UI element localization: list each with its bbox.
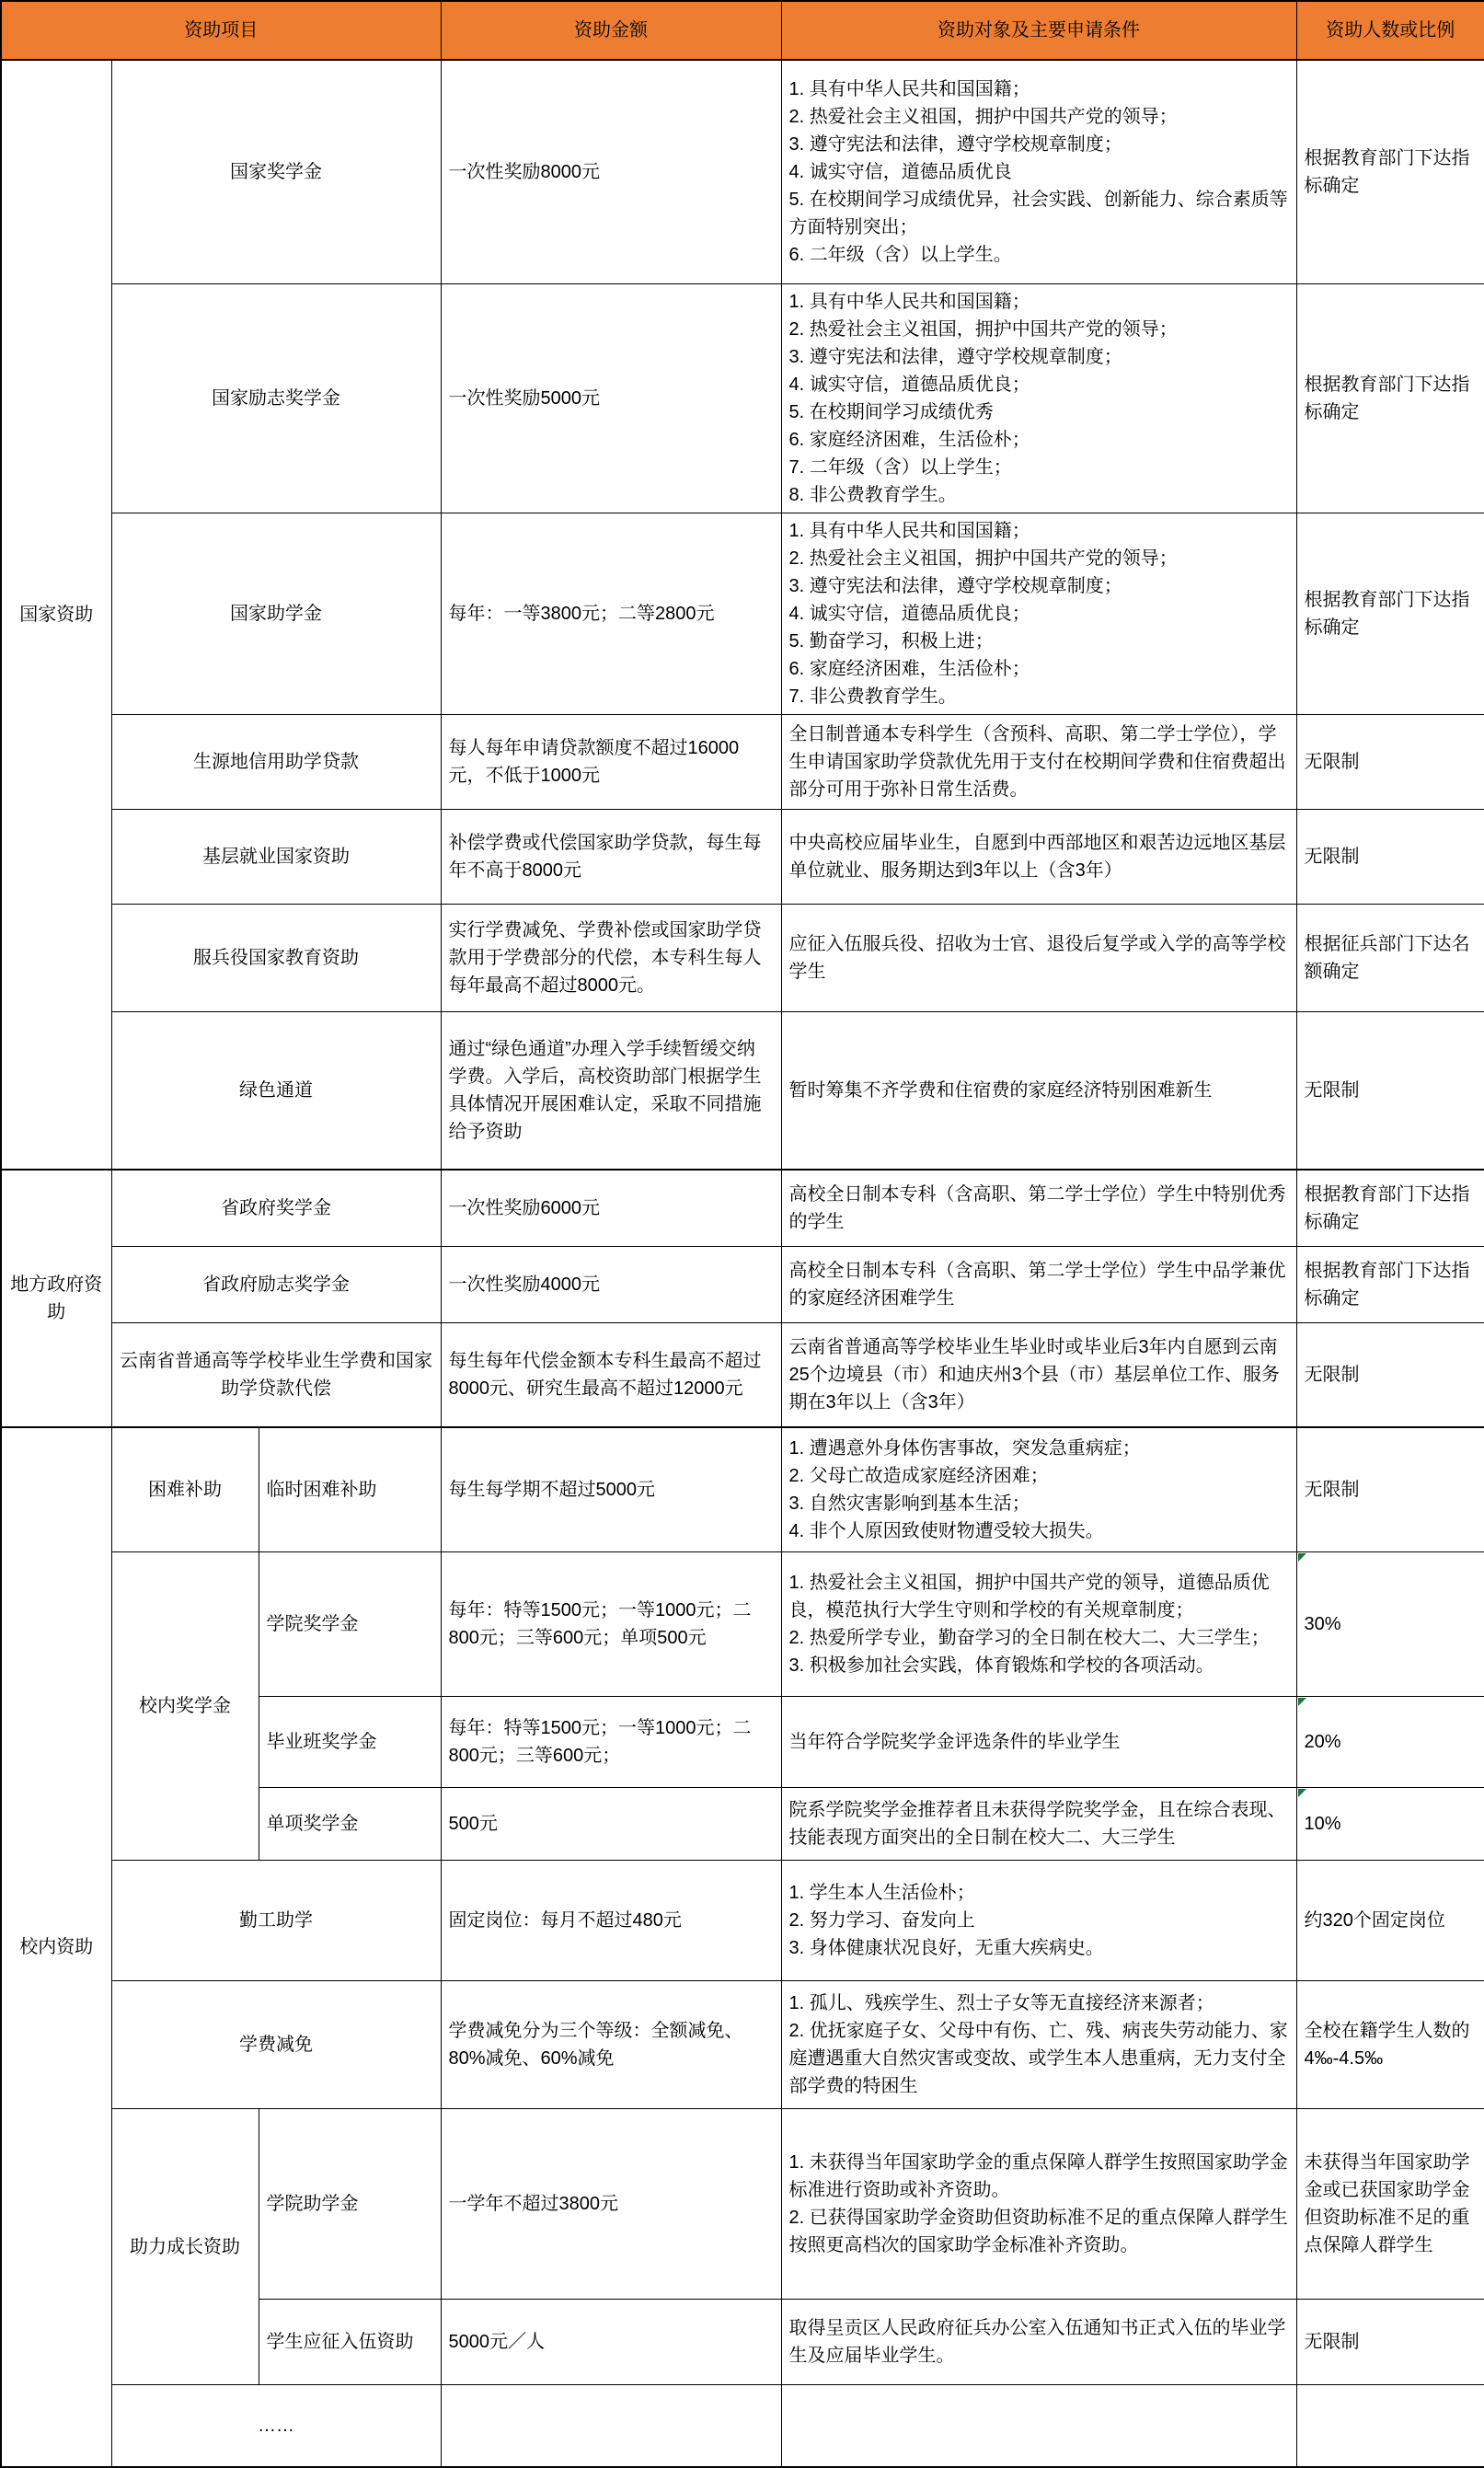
amount-cell	[441, 1788, 781, 1861]
project-cell: 国家助学金	[111, 513, 441, 715]
table-row	[1, 2385, 1484, 2468]
quota-text: 根据教育部门下达指标确定	[1304, 375, 1470, 422]
amount-cell	[441, 1170, 781, 1247]
project-cell: 云南省普通高等学校毕业生学费和国家助学贷款代偿	[111, 1323, 441, 1428]
quota-text: 30%	[1304, 1614, 1341, 1634]
quota-cell	[1296, 810, 1484, 905]
condition-line: 中央高校应届毕业生，自愿到中西部地区和艰苦边远地区基层单位就业、服务期达到3年以上（含3年）	[788, 833, 1286, 881]
condition-line: 8. 非公费教育学生。	[788, 485, 957, 505]
project-cell: 国家励志奖学金	[111, 284, 441, 513]
amount-cell	[441, 810, 781, 905]
table-row	[1, 1170, 1484, 1247]
project-cell: 临时困难补助	[259, 1427, 441, 1552]
table-row	[1, 1981, 1484, 2109]
quota-cell	[1296, 1981, 1484, 2109]
table-row	[1, 810, 1484, 905]
conditions-cell	[781, 1861, 1296, 1981]
project-cell: 基层就业国家资助	[111, 810, 441, 905]
condition-line: 3. 遵守宪法和法律，遵守学校规章制度；	[788, 576, 1122, 596]
project-cell: 生源地信用助学贷款	[111, 715, 441, 810]
condition-line: 1. 具有中华人民共和国国籍；	[788, 79, 1030, 99]
condition-line: 1. 学生本人生活俭朴；	[788, 1883, 975, 1903]
condition-line: 高校全日制本专科（含高职、第二学士学位）学生中品学兼优的家庭经济困难学生	[788, 1261, 1286, 1309]
amount-cell	[441, 284, 781, 513]
quota-cell	[1296, 1697, 1484, 1788]
project-cell: 学院助学金	[259, 2109, 441, 2300]
condition-line: 4. 非个人原因致使财物遭受较大损失。	[788, 1521, 1104, 1541]
category-cell-provincial: 地方政府资助	[1, 1170, 111, 1427]
amount-text: 5000元／人	[448, 2332, 545, 2352]
project-cell: 勤工助学	[111, 1861, 441, 1981]
header-cell-quota: 资助人数或比例	[1296, 1, 1484, 60]
condition-line: 3. 身体健康状况良好，无重大疾病史。	[788, 1938, 1104, 1958]
condition-line: 4. 诚实守信，道德品质优良；	[788, 604, 1030, 624]
condition-line: 2. 热爱社会主义祖国，拥护中国共产党的领导；	[788, 319, 1178, 340]
condition-line: 3. 自然灾害影响到基本生活；	[788, 1493, 1030, 1514]
conditions-cell	[781, 1697, 1296, 1788]
quota-cell	[1296, 1861, 1484, 1981]
amount-cell	[441, 513, 781, 715]
conditions-cell	[781, 284, 1296, 513]
project-cell: 学院奖学金	[259, 1552, 441, 1697]
quota-text: 根据教育部门下达指标确定	[1304, 1261, 1470, 1309]
condition-line: 4. 诚实守信，道德品质优良	[788, 162, 1012, 182]
condition-line: 5. 在校期间学习成绩优异，社会实践、创新能力、综合素质等方面特别突出；	[788, 190, 1288, 237]
condition-line: 2. 父母亡故造成家庭经济困难；	[788, 1466, 1049, 1486]
quota-cell	[1296, 284, 1484, 513]
condition-line: 当年符合学院奖学金评选条件的毕业学生	[788, 1732, 1121, 1752]
amount-text: 一次性奖励5000元	[448, 388, 600, 409]
quota-cell	[1296, 1788, 1484, 1861]
header-cell-amount: 资助金额	[441, 1, 781, 60]
amount-text: 每年：特等1500元；一等1000元；二800元；三等600元；	[448, 1718, 752, 1766]
amount-text: 一次性奖励4000元	[448, 1274, 600, 1295]
amount-cell	[441, 1552, 781, 1697]
amount-text: 一次性奖励6000元	[448, 1198, 600, 1218]
conditions-cell	[781, 60, 1296, 284]
quota-text: 无限制	[1304, 1365, 1360, 1385]
amount-cell	[441, 60, 781, 284]
amount-text: 每生每学期不超过5000元	[448, 1480, 655, 1500]
conditions-cell	[781, 1552, 1296, 1697]
project-cell: 学生应征入伍资助	[259, 2300, 441, 2385]
table-row	[1, 513, 1484, 715]
quota-cell	[1296, 513, 1484, 715]
cell-flag-icon	[1298, 1789, 1306, 1797]
amount-cell	[441, 1981, 781, 2109]
amount-text: 一学年不超过3800元	[448, 2194, 618, 2214]
quota-text: 根据教育部门下达指标确定	[1304, 1184, 1470, 1232]
category-cell-campus: 校内资助	[1, 1427, 111, 2467]
amount-text: 实行学费减免、学费补偿或国家助学贷款用于学费部分的代偿，本专科生每人每年最高不超过8000元。	[448, 920, 762, 996]
quota-cell	[1296, 1170, 1484, 1247]
table-row	[1, 1323, 1484, 1428]
group-cell: 校内奖学金	[111, 1552, 259, 1861]
conditions-cell	[781, 1323, 1296, 1428]
condition-line: 全日制普通本专科学生（含预科、高职、第二学士学位），学生申请国家助学贷款优先用于支付在校期间学费和住宿费超出部分可用于弥补日常生活费。	[788, 724, 1286, 800]
condition-line: 1. 热爱社会主义祖国，拥护中国共产党的领导，道德品质优良，模范执行大学生守则和学校的有关规章制度；	[788, 1573, 1270, 1620]
amount-cell	[441, 1323, 781, 1428]
quota-cell	[1296, 2385, 1484, 2468]
group-cell: 困难补助	[111, 1427, 259, 1552]
quota-cell	[1296, 1247, 1484, 1323]
condition-line: 1. 具有中华人民共和国国籍；	[788, 292, 1030, 312]
quota-text: 根据征兵部门下达名额确定	[1304, 934, 1470, 982]
condition-line: 3. 积极参加社会实践，体育锻炼和学校的各项活动。	[788, 1655, 1214, 1676]
condition-line: 高校全日制本专科（含高职、第二学士学位）学生中特别优秀的学生	[788, 1184, 1286, 1232]
condition-line: 2. 热爱所学专业，勤奋学习的全日制在校大二、大三学生；	[788, 1628, 1270, 1648]
amount-cell	[441, 2300, 781, 2385]
amount-text: 500元	[448, 1814, 498, 1834]
conditions-cell	[781, 1012, 1296, 1171]
quota-text: 根据教育部门下达指标确定	[1304, 148, 1470, 196]
quota-cell	[1296, 1323, 1484, 1428]
table-row	[1, 1427, 1484, 1552]
condition-line: 1. 未获得当年国家助学金的重点保障人群学生按照国家助学金标准进行资助或补齐资助。	[788, 2152, 1288, 2200]
amount-cell	[441, 1427, 781, 1552]
amount-cell	[441, 1247, 781, 1323]
quota-text: 根据教育部门下达指标确定	[1304, 590, 1470, 638]
category-cell-national: 国家资助	[1, 60, 111, 1170]
project-cell: 服兵役国家教育资助	[111, 905, 441, 1012]
condition-line: 2. 优抚家庭子女、父母中有伤、亡、残、病丧失劳动能力、家庭遭遇重大自然灾害或变故、或学生本人患重病，无力支付全部学费的特困生	[788, 2021, 1288, 2096]
condition-line: 2. 热爱社会主义祖国，拥护中国共产党的领导；	[788, 107, 1178, 127]
quota-text: 约320个固定岗位	[1304, 1910, 1445, 1931]
condition-line: 暂时筹集不齐学费和住宿费的家庭经济特别困难新生	[788, 1080, 1213, 1101]
conditions-cell	[781, 513, 1296, 715]
amount-cell	[441, 1697, 781, 1788]
header-row	[1, 1, 1484, 60]
amount-text: 补偿学费或代偿国家助学贷款，每生每年不高于8000元	[448, 833, 762, 881]
amount-text: 每年：一等3800元；二等2800元	[448, 604, 715, 624]
header-cell-conditions: 资助对象及主要申请条件	[781, 1, 1296, 60]
condition-line: 6. 家庭经济困难，生活俭朴；	[788, 659, 1030, 679]
condition-line: 7. 二年级（含）以上学生；	[788, 457, 1012, 478]
amount-text: 每年：特等1500元；一等1000元；二800元；三等600元；单项500元	[448, 1600, 752, 1648]
condition-line: 云南省普通高等学校毕业生毕业时或毕业后3年内自愿到云南25个边境县（市）和迪庆州3个县（市）基层单位工作、服务期在3年以上（含3年）	[788, 1337, 1280, 1413]
amount-cell	[441, 1861, 781, 1981]
quota-text: 无限制	[1304, 847, 1360, 867]
table-row	[1, 2109, 1484, 2300]
amount-cell	[441, 2109, 781, 2300]
amount-cell	[441, 715, 781, 810]
condition-line: 取得呈贡区人民政府征兵办公室入伍通知书正式入伍的毕业学生及应届毕业学生。	[788, 2318, 1286, 2366]
table-row	[1, 1012, 1484, 1171]
project-cell: 毕业班奖学金	[259, 1697, 441, 1788]
quota-text: 未获得当年国家助学金或已获国家助学金但资助标准不足的重点保障人群学生	[1304, 2152, 1470, 2255]
conditions-cell	[781, 2385, 1296, 2468]
table-row	[1, 1861, 1484, 1981]
table-row	[1, 1247, 1484, 1323]
project-cell: 单项奖学金	[259, 1788, 441, 1861]
quota-cell	[1296, 60, 1484, 284]
table-row	[1, 60, 1484, 284]
cell-flag-icon	[1298, 1698, 1306, 1706]
quota-text: 10%	[1304, 1814, 1341, 1834]
quota-cell	[1296, 905, 1484, 1012]
amount-cell	[441, 2385, 781, 2468]
conditions-cell	[781, 1981, 1296, 2109]
condition-line: 应征入伍服兵役、招收为士官、退役后复学或入学的高等学校学生	[788, 934, 1286, 982]
condition-line: 1. 遭遇意外身体伤害事故，突发急重病症；	[788, 1438, 1141, 1459]
project-cell: 绿色通道	[111, 1012, 441, 1171]
project-cell-ellipsis: ……	[111, 2385, 441, 2468]
conditions-cell	[781, 2109, 1296, 2300]
quota-cell	[1296, 1552, 1484, 1697]
conditions-cell	[781, 715, 1296, 810]
condition-line: 6. 二年级（含）以上学生。	[788, 245, 1012, 265]
table-row	[1, 1552, 1484, 1697]
amount-text: 每生每年代偿金额本专科生最高不超过8000元、研究生最高不超过12000元	[448, 1351, 762, 1399]
condition-line: 5. 在校期间学习成绩优秀	[788, 402, 994, 422]
amount-cell	[441, 905, 781, 1012]
quota-cell	[1296, 1427, 1484, 1552]
group-cell: 助力成长资助	[111, 2109, 259, 2385]
condition-line: 1. 孤儿、残疾学生、烈士子女等无直接经济来源者；	[788, 1993, 1214, 2013]
table-row	[1, 284, 1484, 513]
condition-line: 5. 勤奋学习，积极上进；	[788, 631, 994, 652]
condition-line: 院系学院奖学金推荐者且未获得学院奖学金，且在综合表现、技能表现方面突出的全日制在校大二、大三学生	[788, 1800, 1286, 1848]
project-cell: 省政府励志奖学金	[111, 1247, 441, 1323]
amount-cell	[441, 1012, 781, 1171]
quota-text: 无限制	[1304, 1480, 1360, 1500]
condition-line: 1. 具有中华人民共和国国籍；	[788, 521, 1030, 541]
conditions-cell	[781, 1788, 1296, 1861]
project-cell: 国家奖学金	[111, 60, 441, 284]
conditions-cell	[781, 810, 1296, 905]
quota-text: 无限制	[1304, 1080, 1360, 1101]
cell-flag-icon	[1298, 1553, 1306, 1562]
condition-line: 7. 非公费教育学生。	[788, 686, 957, 707]
quota-text: 全校在籍学生人数的4‰-4.5‰	[1304, 2021, 1470, 2069]
table-row	[1, 715, 1484, 810]
quota-text: 20%	[1304, 1732, 1341, 1752]
table-row	[1, 905, 1484, 1012]
project-cell: 学费减免	[111, 1981, 441, 2109]
quota-text: 无限制	[1304, 2332, 1360, 2352]
conditions-cell	[781, 1427, 1296, 1552]
conditions-cell	[781, 1247, 1296, 1323]
condition-line: 2. 努力学习、奋发向上	[788, 1910, 975, 1931]
amount-text: 固定岗位：每月不超过480元	[448, 1910, 682, 1931]
condition-line: 6. 家庭经济困难，生活俭朴；	[788, 430, 1030, 450]
condition-line: 3. 遵守宪法和法律，遵守学校规章制度；	[788, 134, 1122, 155]
quota-cell	[1296, 2109, 1484, 2300]
quota-cell	[1296, 2300, 1484, 2385]
amount-text: 学费减免分为三个等级：全额减免、80%减免、60%减免	[448, 2021, 743, 2069]
conditions-cell	[781, 1170, 1296, 1247]
conditions-cell	[781, 905, 1296, 1012]
project-cell: 省政府奖学金	[111, 1170, 441, 1247]
condition-line: 3. 遵守宪法和法律，遵守学校规章制度；	[788, 347, 1122, 367]
quota-text: 无限制	[1304, 752, 1360, 772]
condition-line: 2. 热爱社会主义祖国，拥护中国共产党的领导；	[788, 548, 1178, 569]
amount-text: 一次性奖励8000元	[448, 162, 600, 182]
condition-line: 2. 已获得国家助学金资助但资助标准不足的重点保障人群学生按照更高档次的国家助学金标准补齐资助。	[788, 2208, 1288, 2255]
conditions-cell	[781, 2300, 1296, 2385]
quota-cell	[1296, 715, 1484, 810]
quota-cell	[1296, 1012, 1484, 1171]
condition-line: 4. 诚实守信，道德品质优良；	[788, 375, 1030, 395]
header-cell-project: 资助项目	[1, 1, 441, 60]
amount-text: 通过“绿色通道”办理入学手续暂缓交纳学费。入学后，高校资助部门根据学生具体情况开展困难认定，采取不同措施给予资助	[448, 1039, 762, 1142]
amount-text: 每人每年申请贷款额度不超过16000元，不低于1000元	[448, 738, 740, 786]
